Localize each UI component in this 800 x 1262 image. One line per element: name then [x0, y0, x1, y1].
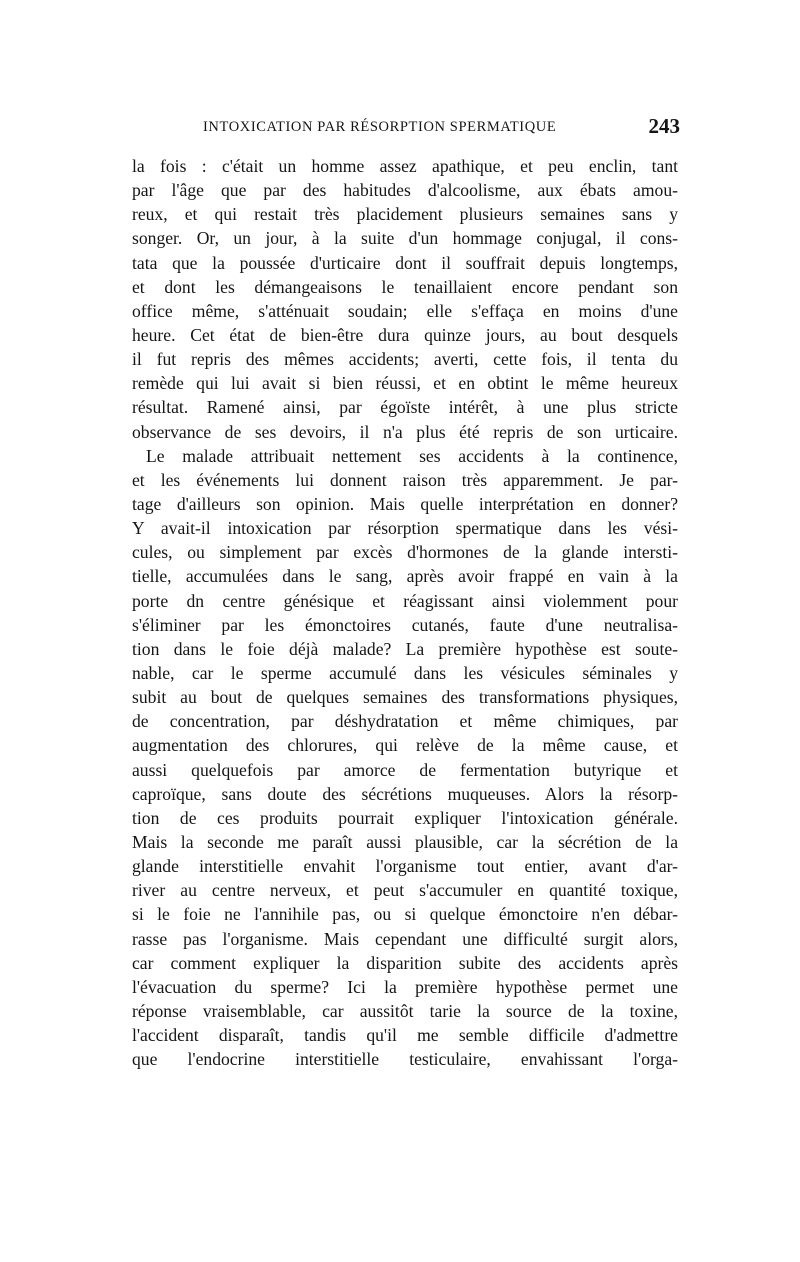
text-line: l'accident disparaît, tandis qu'il me semble difficile d'admettre	[132, 1025, 678, 1046]
text-line: et les événements lui donnent raison très apparemment. Je par-	[132, 469, 678, 490]
text-line: cules, ou simplement par excès d'hormones de la glande intersti-	[132, 542, 678, 563]
text-line: il fut repris des mêmes accidents; averti, cette fois, il tenta du	[132, 349, 678, 370]
text-line: subit au bout de quelques semaines des transformations physiques,	[132, 687, 678, 708]
text-line: la fois : c'était un homme assez apathique, et peu enclin, tant	[132, 156, 678, 176]
text-line: reux, et qui restait très placidement plusieurs semaines sans y	[132, 204, 678, 225]
text-line: porte dn centre génésique et réagissant ainsi violemment pour	[132, 590, 678, 611]
text-line: si le foie ne l'annihile pas, ou si quelque émonctoire n'en débar-	[132, 904, 678, 925]
text-line: l'évacuation du sperme? Ici la première hypothèse permet une	[132, 976, 678, 997]
text-line: remède qui lui avait si bien réussi, et en obtint le même heureux	[132, 373, 678, 394]
text-line: Y avait-il intoxication par résorption spermatique dans les vési-	[132, 518, 678, 539]
text-line: de concentration, par déshydratation et même chimiques, par	[132, 711, 678, 732]
text-line: tage d'ailleurs son opinion. Mais quelle interprétation en donner?	[132, 493, 678, 514]
text-line: aussi quelquefois par amorce de fermentation butyrique et	[132, 759, 678, 780]
text-line: tielle, accumulées dans le sang, après avoir frappé en vain à la	[132, 566, 678, 587]
text-line: résultat. Ramené ainsi, par égoïste intérêt, à une plus stricte	[132, 397, 678, 418]
text-line: tion de ces produits pourrait expliquer l'intoxication générale.	[132, 807, 678, 828]
page-header	[130, 114, 680, 143]
text-line: et dont les démangeaisons le tenaillaient encore pendant son	[132, 276, 678, 297]
text-line: observance de ses devoirs, il n'a plus été repris de son urticaire.	[132, 421, 678, 442]
text-line: tata que la poussée d'urticaire dont il souffrait depuis longtemps,	[132, 252, 678, 273]
text-line: augmentation des chlorures, qui relève de la même cause, et	[132, 735, 678, 756]
text-line: Mais la seconde me paraît aussi plausible, car la sécrétion de la	[132, 831, 678, 852]
text-line: car comment expliquer la disparition subite des accidents après	[132, 952, 678, 973]
text-line: caproïque, sans doute des sécrétions muqueuses. Alors la résorp-	[132, 783, 678, 804]
running-title: INTOXICATION PAR RÉSORPTION SPERMATIQUE	[203, 119, 557, 135]
text-line: heure. Cet état de bien-être dura quinze jours, au bout desquels	[132, 324, 678, 345]
text-line: par l'âge que par des habitudes d'alcoolisme, aux ébats amou-	[132, 180, 678, 201]
text-line: réponse vraisemblable, car aussitôt tarie la source de la toxine,	[132, 1000, 678, 1021]
page-number: 243	[648, 114, 680, 138]
text-line: glande interstitielle envahit l'organisme tout entier, avant d'ar-	[132, 856, 678, 877]
text-line: que l'endocrine interstitielle testiculaire, envahissant l'orga-	[132, 1049, 678, 1070]
text-line: nable, car le sperme accumulé dans les vésicules séminales y	[132, 662, 678, 683]
text-line: river au centre nerveux, et peut s'accumuler en quantité toxique,	[132, 880, 678, 901]
text-line: tion dans le foie déjà malade? La première hypothèse est soute-	[132, 638, 678, 659]
text-line: songer. Or, un jour, à la suite d'un hommage conjugal, il cons-	[132, 228, 678, 249]
text-line: rasse pas l'organisme. Mais cependant une difficulté surgit alors,	[132, 928, 678, 949]
paragraph-start-line: Le malade attribuait nettement ses accidents à la continence,	[146, 445, 678, 466]
text-line: office même, s'atténuait soudain; elle s'effaça en moins d'une	[132, 300, 678, 321]
text-line: s'éliminer par les émonctoires cutanés, faute d'une neutralisa-	[132, 614, 678, 635]
body-text	[132, 154, 678, 1071]
